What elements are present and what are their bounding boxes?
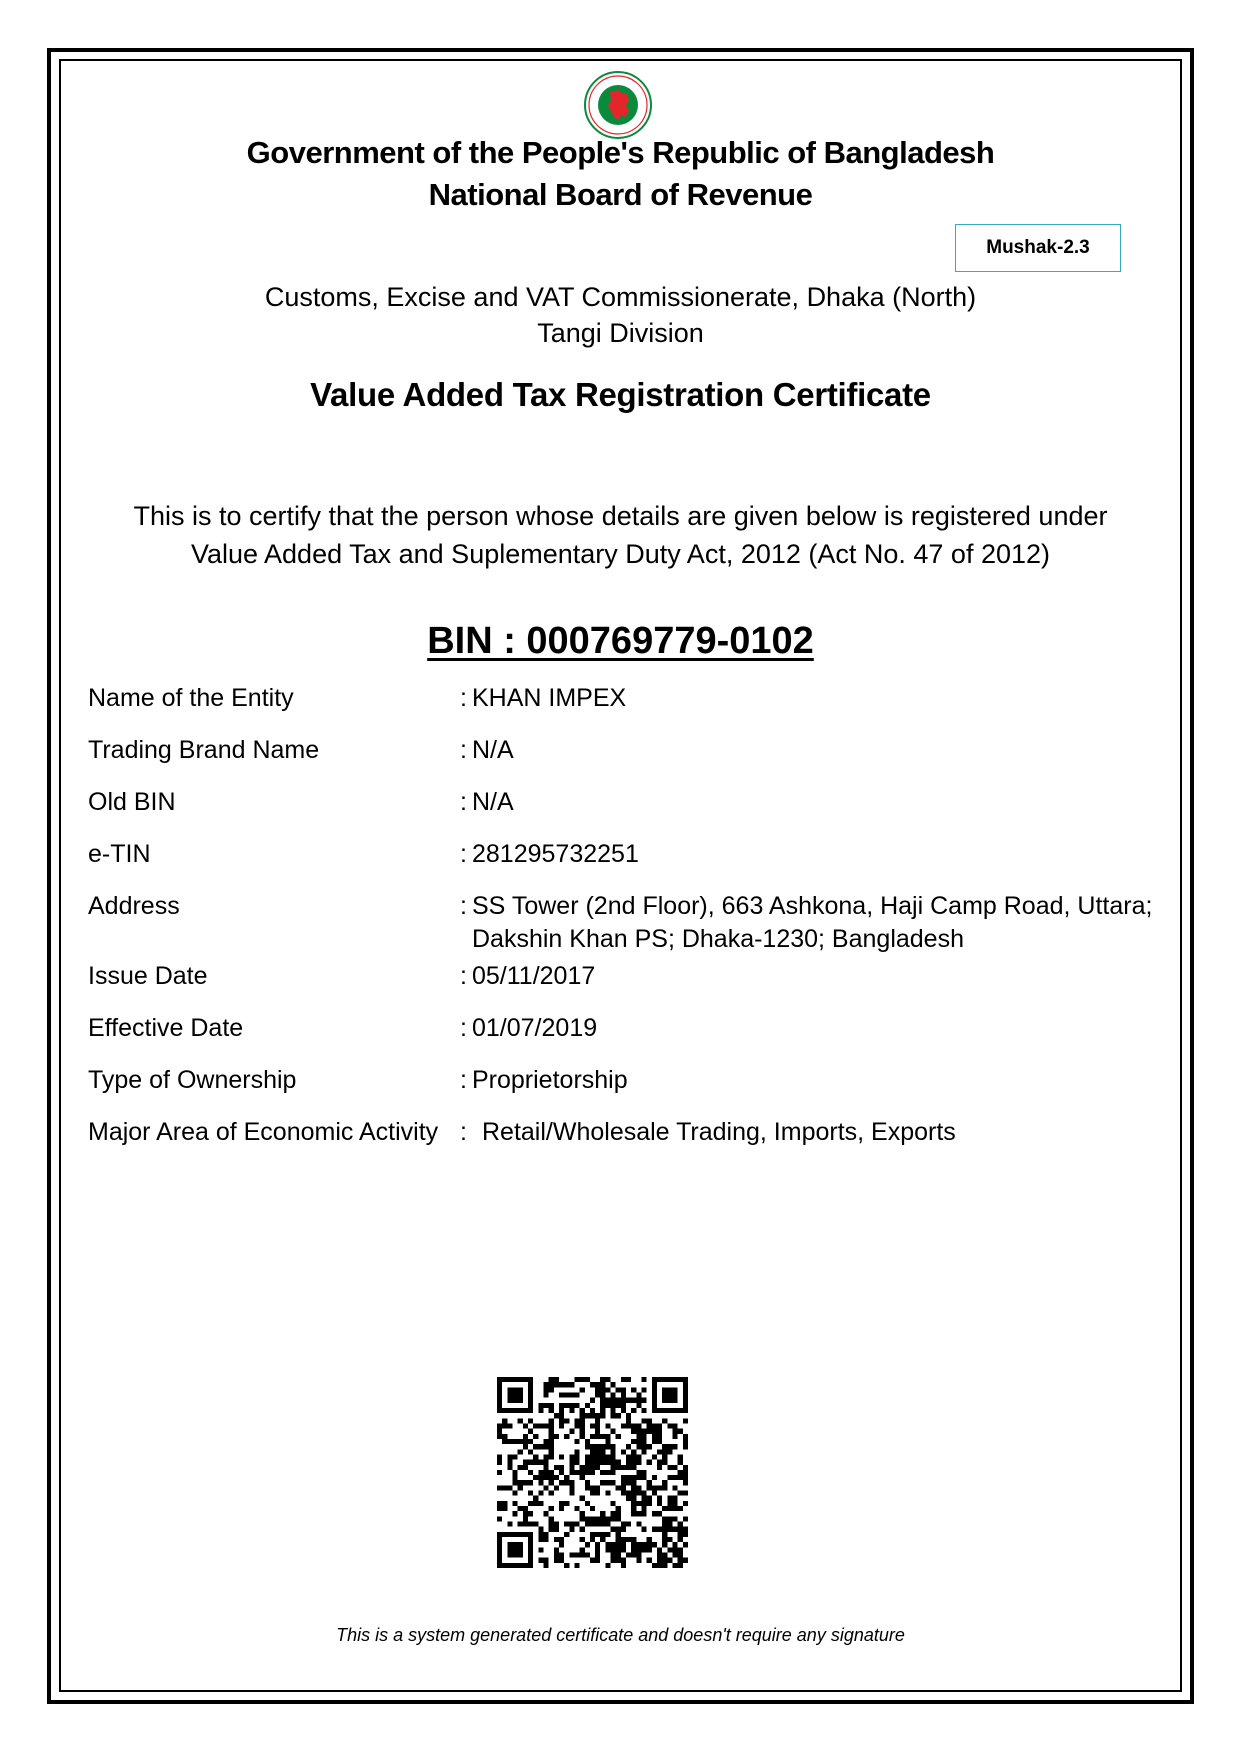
address-line-2: Dakshin Khan PS; Dhaka-1230; Bangladesh — [472, 925, 964, 953]
detail-separator: : — [460, 788, 467, 816]
detail-label: Address — [88, 892, 180, 920]
detail-row-effective-date — [88, 1012, 1168, 1045]
detail-label: Name of the Entity — [88, 684, 294, 712]
qr-code-icon — [497, 1377, 688, 1568]
detail-separator: : — [460, 962, 467, 990]
detail-label: Type of Ownership — [88, 1066, 297, 1094]
certification-line-2: Value Added Tax and Suplementary Duty Act, 2012 (Act No. 47 of 2012) — [190, 539, 1051, 569]
detail-label: Old BIN — [88, 788, 176, 816]
details-list — [88, 682, 1168, 1168]
detail-row-issue-date — [88, 960, 1168, 993]
bin-number: BIN : 000769779-0102 — [427, 620, 814, 662]
government-emblem-icon — [583, 70, 653, 140]
detail-value: N/A — [472, 788, 514, 816]
detail-label: Trading Brand Name — [88, 736, 320, 764]
detail-value: 281295732251 — [472, 840, 639, 868]
detail-value: Proprietorship — [472, 1066, 628, 1094]
commissionerate: Customs, Excise and VAT Commissionerate, Dhaka (North) — [264, 282, 977, 312]
detail-row-ownership — [88, 1064, 1168, 1097]
detail-value: 01/07/2019 — [472, 1014, 598, 1042]
certification-statement — [0, 497, 1241, 573]
detail-value: Retail/Wholesale Trading, Imports, Exports — [482, 1118, 956, 1146]
detail-separator: : — [460, 1014, 467, 1042]
detail-separator: : — [460, 684, 467, 712]
detail-row-etin — [88, 838, 1168, 871]
division: Tangi Division — [537, 318, 704, 348]
detail-row-entity — [88, 682, 1168, 715]
detail-value: KHAN IMPEX — [472, 684, 627, 712]
system-generated-note: This is a system generated certificate and doesn't require any signature — [336, 1625, 905, 1645]
detail-separator: : — [460, 736, 467, 764]
detail-row-activity — [88, 1116, 1168, 1149]
detail-value: N/A — [472, 736, 514, 764]
detail-label: Effective Date — [88, 1014, 244, 1042]
issuing-authority — [0, 132, 1241, 216]
detail-row-address — [88, 890, 1168, 956]
detail-value — [472, 890, 1168, 956]
address-line-1: SS Tower (2nd Floor), 663 Ashkona, Haji Camp Road, Uttara; — [472, 892, 1153, 920]
detail-row-old-bin — [88, 786, 1168, 819]
certificate-title: Value Added Tax Registration Certificate — [310, 376, 931, 413]
detail-label: Issue Date — [88, 962, 208, 990]
detail-value: 05/11/2017 — [472, 962, 596, 990]
detail-label: Major Area of Economic Activity — [88, 1118, 439, 1146]
government-name: Government of the People's Republic of Bangladesh — [246, 135, 995, 170]
detail-separator: : — [460, 892, 467, 920]
detail-separator: : — [460, 1118, 467, 1146]
certification-line-1: This is to certify that the person whose details are given below is registered under — [133, 501, 1108, 531]
office-block — [0, 279, 1241, 351]
detail-separator: : — [460, 840, 467, 868]
detail-label: e-TIN — [88, 840, 151, 868]
detail-separator: : — [460, 1066, 467, 1094]
detail-row-brand — [88, 734, 1168, 767]
board-name: National Board of Revenue — [428, 177, 813, 212]
bin-heading — [0, 620, 1241, 663]
form-code-box: Mushak-2.3 — [955, 224, 1121, 272]
